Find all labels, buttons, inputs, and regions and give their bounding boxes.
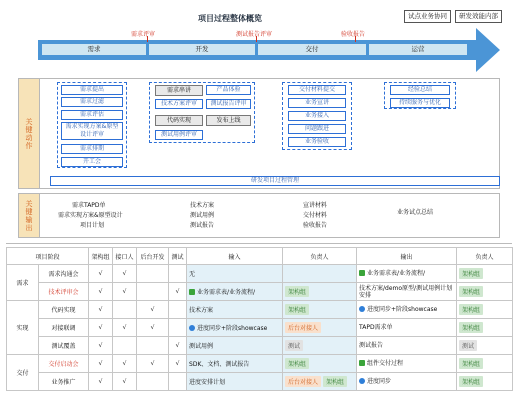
owner-badge: 架构组: [285, 358, 309, 369]
owner-badge: 架构组: [459, 358, 483, 369]
role-check-cell: √: [113, 373, 137, 391]
role-check-cell: √: [137, 355, 169, 373]
input-owner-cell: [283, 283, 357, 301]
output-text: TAPD需求单: [359, 324, 393, 331]
role-check-cell: √: [89, 283, 113, 301]
table-row: [7, 373, 513, 391]
role-check-cell: [169, 373, 187, 391]
role-check-cell: [113, 337, 137, 355]
role-check-cell: √: [113, 355, 137, 373]
col-header: 架构组: [89, 248, 113, 265]
role-check-cell: √: [169, 337, 187, 355]
action-item: 持续服务与优化: [390, 98, 450, 108]
input-owner-cell: [283, 355, 357, 373]
input-owner-cell: [283, 337, 357, 355]
output-owner-cell: [457, 265, 513, 283]
role-check-cell: √: [89, 301, 113, 319]
output-item: 测试用例: [190, 212, 215, 219]
owner-badge: 架构组: [459, 322, 483, 333]
action-item: 需求串讲: [155, 85, 203, 96]
stage-cell: 实现: [7, 301, 39, 355]
input-text: 进度同步+阶段showcase: [197, 325, 268, 332]
owner-badge: 测试: [285, 340, 303, 351]
output-item: 需求实现方案&原型设计: [58, 212, 123, 219]
doc-icon: [359, 270, 365, 276]
output-owner-cell: [457, 373, 513, 391]
input-text: 技术方案: [189, 307, 214, 314]
stage-cell: 需求: [7, 265, 39, 301]
table-row: [7, 337, 513, 355]
page-title: 项目过程整体概览: [198, 14, 262, 23]
input-text: 无: [189, 271, 196, 278]
owner-badge: 架构组: [285, 286, 309, 297]
col-header: 输出: [357, 248, 457, 265]
output-owner-cell: [457, 319, 513, 337]
action-item: 测试用例评审: [155, 130, 203, 140]
role-check-cell: √: [137, 319, 169, 337]
output-cell: [357, 355, 457, 373]
output-text: 技术方案/demo原型/测试用例计划安排: [359, 284, 453, 299]
output-cell: [357, 283, 457, 301]
activity-cell: 交付启动会: [39, 355, 89, 373]
role-check-cell: √: [113, 265, 137, 283]
action-item: 代码实现: [155, 115, 203, 126]
output-owner-cell: [457, 301, 513, 319]
outputs-side-label: 关键输出: [18, 193, 40, 238]
action-item: 经验总结: [390, 85, 450, 95]
process-table: [6, 247, 513, 391]
action-item: 需求排期: [61, 144, 123, 154]
output-item: 业务试点总结: [397, 209, 434, 216]
action-item: 业务验收: [288, 137, 346, 147]
output-item: 测试报告: [190, 222, 215, 229]
action-item: 需求过滤: [61, 97, 123, 107]
input-text: 业务需求表/业务流程/: [197, 289, 256, 296]
table-header-row: [7, 248, 513, 265]
action-item: 需求实现方案&原型设计评审: [61, 122, 123, 140]
input-owner-cell: [283, 301, 357, 319]
input-owner-cell: [283, 265, 357, 283]
col-header: 负责人: [283, 248, 357, 265]
input-cell: [187, 301, 283, 319]
table-row: [7, 283, 513, 301]
action-item: 需求评估: [61, 110, 123, 120]
input-cell: [187, 355, 283, 373]
review-label: 测试报告评审: [236, 31, 273, 38]
action-item: 发布上线: [206, 115, 251, 126]
doc-icon: [189, 289, 195, 295]
role-check-cell: √: [89, 373, 113, 391]
role-check-cell: [137, 265, 169, 283]
col-header: 负责人: [457, 248, 513, 265]
trial-coordination-button[interactable]: 试点业务协同: [404, 10, 451, 23]
role-check-cell: √: [89, 265, 113, 283]
phase-requirement: 需求: [42, 44, 146, 55]
input-text: 进度安排计划: [189, 379, 226, 386]
role-check-cell: [113, 301, 137, 319]
link-icon: [359, 306, 365, 312]
activity-cell: 技术评审会: [39, 283, 89, 301]
role-check-cell: [169, 265, 187, 283]
output-text: 进度同步: [367, 378, 392, 385]
activity-cell: 代码实现: [39, 301, 89, 319]
role-check-cell: √: [89, 337, 113, 355]
role-check-cell: [137, 283, 169, 301]
table-row: [7, 319, 513, 337]
action-item: 需求提出: [61, 85, 123, 95]
activity-cell: 需求沟通会: [39, 265, 89, 283]
output-owner-cell: [457, 337, 513, 355]
output-item: 技术方案: [190, 202, 215, 209]
action-item: 开工会: [61, 157, 123, 167]
action-item: 业务宣讲: [288, 98, 346, 108]
table-row: [7, 301, 513, 319]
action-item: 交付材料提交: [288, 85, 346, 95]
owner-badge: 架构组: [459, 376, 483, 387]
review-label: 需求评审: [131, 31, 156, 38]
output-item: 需求TAPD单: [72, 202, 106, 209]
phase-delivery: 交付: [258, 44, 366, 55]
col-header: 接口人: [113, 248, 137, 265]
role-check-cell: √: [137, 301, 169, 319]
review-label: 验收报告: [341, 31, 366, 38]
action-item: 业务接入: [288, 111, 346, 121]
output-text: 组件交付过程: [367, 360, 404, 367]
output-text: 测试报告: [359, 342, 384, 349]
input-cell: [187, 373, 283, 391]
output-cell: [357, 373, 457, 391]
input-cell: [187, 337, 283, 355]
col-header: 项目阶段: [7, 248, 89, 265]
output-item: 项目计划: [80, 222, 105, 229]
link-icon: [189, 325, 195, 331]
role-check-cell: √: [89, 319, 113, 337]
output-cell: [357, 319, 457, 337]
input-text: SDK、文档、测试报告: [189, 361, 250, 368]
activity-cell: 业务推广: [39, 373, 89, 391]
actions-side-label: 关键动作: [18, 78, 40, 189]
doc-icon: [359, 360, 365, 366]
input-owner-cell: [283, 373, 357, 391]
output-owner-cell: [457, 355, 513, 373]
input-cell: [187, 265, 283, 283]
review-marker: [256, 36, 257, 42]
output-owner-cell: [457, 283, 513, 301]
output-cell: [357, 301, 457, 319]
review-marker: [147, 36, 148, 42]
owner-badge: 架构组: [459, 286, 483, 297]
output-cell: [357, 337, 457, 355]
divider: [6, 243, 512, 244]
input-cell: [187, 319, 283, 337]
activity-cell: 测试覆盖: [39, 337, 89, 355]
owner-badge: 后台对接人: [285, 322, 321, 333]
input-text: 测试用例: [189, 343, 214, 350]
phase-operation: 运营: [369, 44, 467, 55]
owner-badge: 后台对接人: [285, 376, 321, 387]
efficiency-button[interactable]: 研发效能内部: [455, 10, 502, 23]
input-owner-cell: [283, 319, 357, 337]
col-header: 测试: [169, 248, 187, 265]
owner-badge: 架构组: [285, 304, 309, 315]
owner-badge: 架构组: [459, 304, 483, 315]
role-check-cell: [169, 319, 187, 337]
role-check-cell: √: [113, 319, 137, 337]
owner-badge: 架构组: [323, 376, 347, 387]
review-marker: [355, 36, 356, 42]
stage-cell: 交付: [7, 355, 39, 391]
role-check-cell: [169, 301, 187, 319]
input-cell: [187, 283, 283, 301]
role-check-cell: √: [113, 283, 137, 301]
role-check-cell: √: [169, 355, 187, 373]
role-check-cell: √: [169, 283, 187, 301]
role-check-cell: [137, 337, 169, 355]
output-text: 业务需求表/业务流程/: [367, 270, 426, 277]
action-item: 测试报告评审: [206, 99, 251, 109]
role-check-cell: √: [89, 355, 113, 373]
col-header: 输入: [187, 248, 283, 265]
action-item: 产品体验: [206, 85, 251, 95]
output-cell: [357, 265, 457, 283]
role-check-cell: [137, 373, 169, 391]
output-item: 宣讲材料: [303, 202, 328, 209]
action-item: 技术方案评审: [155, 99, 203, 109]
owner-badge: 测试: [459, 340, 477, 351]
project-management-bar: 研发项目过程管理: [50, 176, 500, 186]
table-row: [7, 355, 513, 373]
owner-badge: 架构组: [459, 268, 483, 279]
link-icon: [359, 378, 365, 384]
action-item: 问题跟进: [288, 124, 346, 134]
output-item: 验收报告: [303, 222, 328, 229]
table-row: [7, 265, 513, 283]
output-item: 交付材料: [303, 212, 328, 219]
phase-development: 开发: [149, 44, 255, 55]
activity-cell: 对接联调: [39, 319, 89, 337]
col-header: 后台开发: [137, 248, 169, 265]
output-text: 进度同步+阶段showcase: [367, 306, 438, 313]
